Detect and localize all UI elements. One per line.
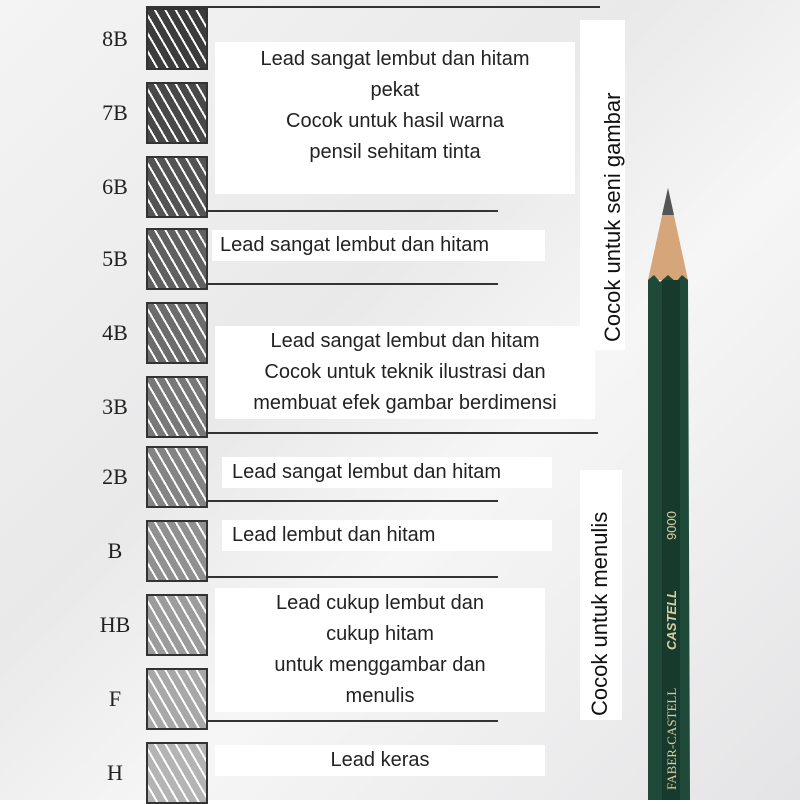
desc-line: Lead sangat lembut dan hitam bbox=[270, 330, 540, 352]
desc-line: Lead keras bbox=[330, 749, 430, 771]
shading-swatch bbox=[146, 520, 208, 582]
description-4b-3b bbox=[215, 326, 595, 419]
pencil-lead bbox=[662, 188, 674, 215]
shading-swatch bbox=[146, 82, 208, 144]
desc-line: Lead sangat lembut dan hitam bbox=[232, 461, 502, 483]
shading-swatch bbox=[146, 446, 208, 508]
desc-line: Cocok untuk hasil warna bbox=[286, 110, 504, 132]
pencil-brand: FABER-CASTELL bbox=[664, 687, 679, 790]
shading-swatch bbox=[146, 228, 208, 290]
grade-label: B bbox=[107, 538, 123, 563]
shading-swatch bbox=[146, 668, 208, 730]
desc-line: Lead lembut dan hitam bbox=[232, 524, 436, 546]
divider bbox=[146, 6, 600, 8]
desc-line: untuk menggambar dan bbox=[274, 654, 486, 676]
desc-line: pekat bbox=[370, 79, 420, 101]
description-5b bbox=[212, 230, 545, 261]
pencil-model: 9000 bbox=[664, 511, 679, 540]
description-b bbox=[222, 520, 552, 551]
desc-line: membuat efek gambar berdimensi bbox=[253, 392, 557, 414]
grade-label: 8B bbox=[102, 26, 128, 51]
shading-swatch bbox=[146, 742, 208, 804]
shading-swatch bbox=[146, 302, 208, 364]
desc-line: Cocok untuk teknik ilustrasi dan bbox=[264, 361, 546, 383]
desc-line: menulis bbox=[345, 685, 415, 707]
pencil-image bbox=[640, 180, 700, 800]
desc-line: pensil sehitam tinta bbox=[309, 141, 481, 163]
grade-label: 2B bbox=[102, 464, 128, 489]
description-h bbox=[215, 745, 545, 776]
description-hb-f bbox=[215, 588, 545, 712]
desc-line: Lead cukup lembut dan bbox=[276, 592, 484, 614]
grade-label: 6B bbox=[102, 174, 128, 199]
shading-swatch bbox=[146, 8, 208, 70]
side-label-writing: Cocok untuk menulis bbox=[587, 511, 612, 716]
description-2b bbox=[222, 457, 552, 488]
shading-swatch bbox=[146, 156, 208, 218]
grade-label: 3B bbox=[102, 394, 128, 419]
shading-swatch bbox=[146, 376, 208, 438]
description-8b-6b bbox=[215, 42, 575, 194]
grade-label: HB bbox=[99, 612, 131, 637]
grade-label: 7B bbox=[102, 100, 128, 125]
desc-line: Lead sangat lembut dan hitam bbox=[220, 234, 490, 256]
pencil-line: CASTELL bbox=[664, 590, 679, 650]
divider bbox=[146, 432, 598, 434]
desc-line: cukup hitam bbox=[326, 623, 434, 645]
shading-swatch bbox=[146, 594, 208, 656]
grade-label: H bbox=[107, 760, 123, 785]
grade-label: F bbox=[108, 686, 122, 711]
grade-label: 4B bbox=[102, 320, 128, 345]
desc-line: Lead sangat lembut dan hitam bbox=[260, 48, 530, 70]
side-label-art: Cocok untuk seni gambar bbox=[600, 92, 625, 342]
grade-label: 5B bbox=[102, 246, 128, 271]
